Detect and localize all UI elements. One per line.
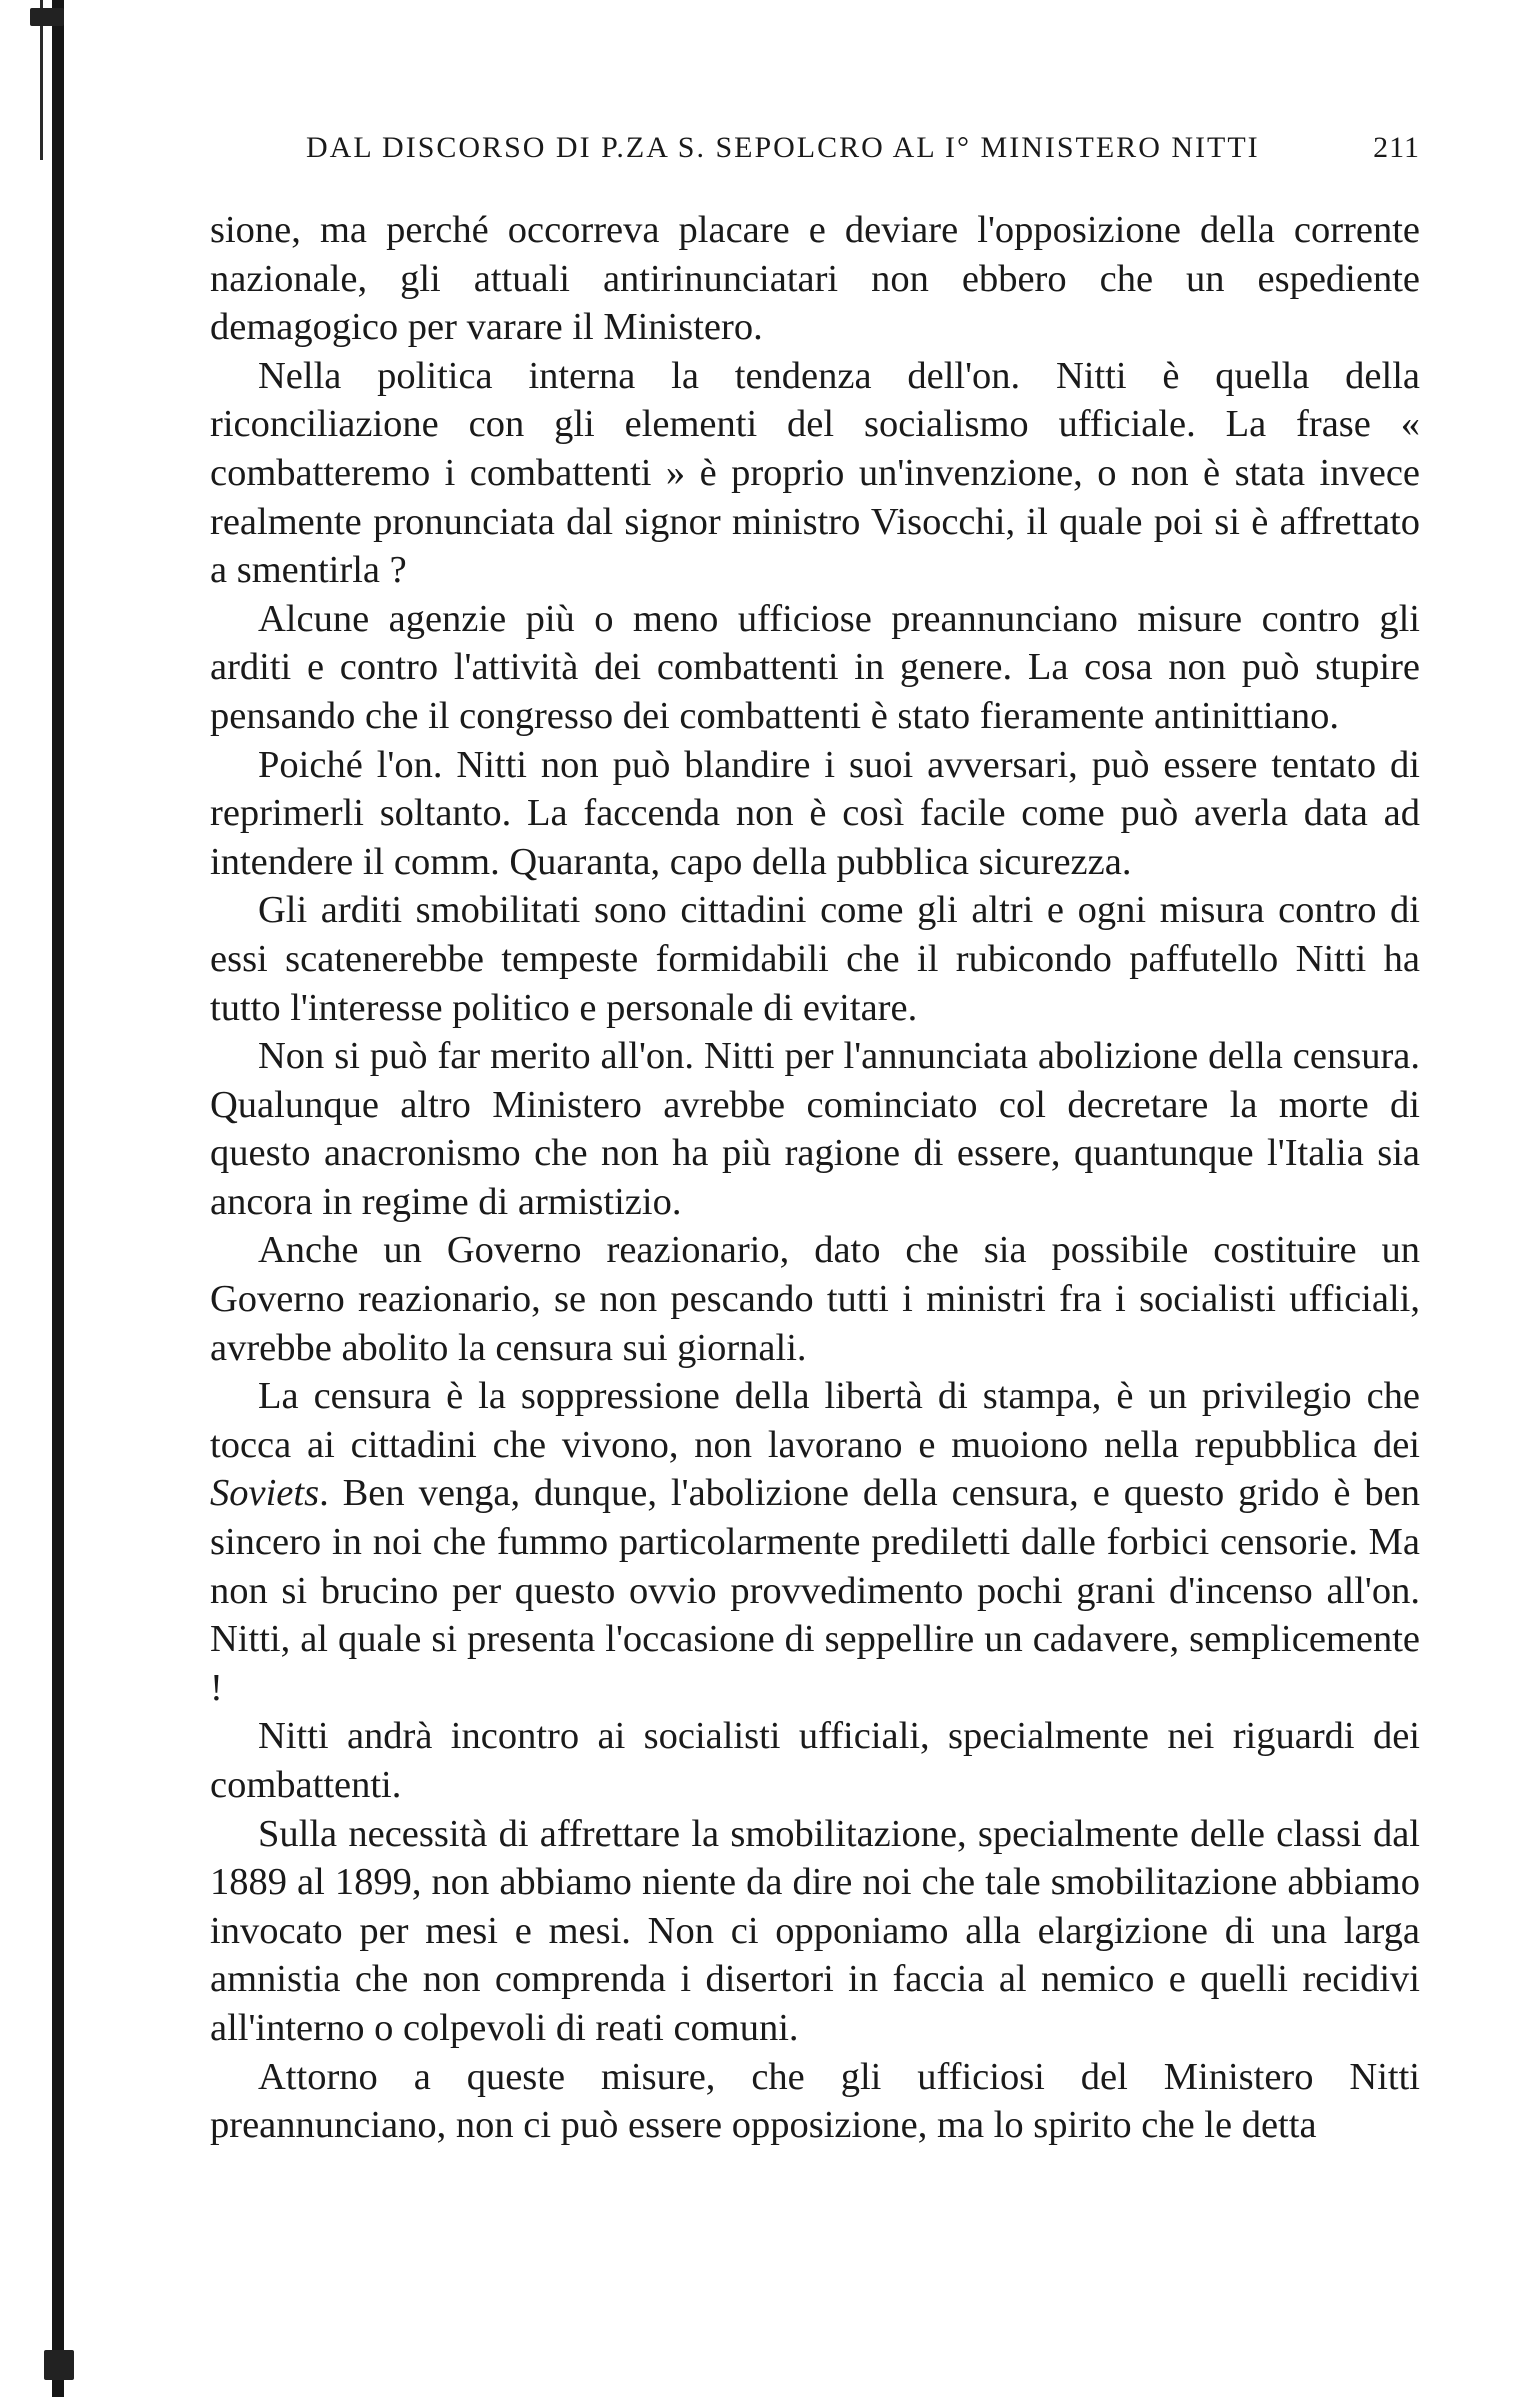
running-head (210, 118, 1420, 178)
paragraph-8-part-2: . Ben venga, dunque, l'abolizione della censura, e questo grido è ben sincero in noi che fummo particolarmente prediletti dalle forbici censorie. Ma non si brucino per questo ovvio provvedimento pochi grani d'incenso all'on. Nitti, al quale si presenta l'occasione di seppellire un cadavere, semplicemente ! (210, 1472, 1420, 1709)
page-number: 211 (1373, 131, 1420, 164)
book-spine-shadow (0, 0, 92, 2397)
spine-fleck-bottom (44, 2350, 74, 2380)
paragraph-8 (210, 1372, 1420, 1712)
paragraph-1: sione, ma perché occorreva placare e deviare l'opposizione della corrente nazionale, gli attuali antirinunciatari non ebbero che un espediente demagogico per varare il Ministero. (210, 209, 1420, 349)
paragraph-8-part-1: La censura è la soppressione della libertà di stampa, è un privilegio che tocca ai cittadini che vivono, non lavorano e muoiono nella repubblica dei (210, 1375, 1420, 1466)
spine-dark-edge (52, 0, 64, 2397)
paragraph-4: Poiché l'on. Nitti non può blandire i suoi avversari, può essere tentato di reprimerli soltanto. La faccenda non è così facile come può averla data ad intendere il comm. Quaranta, capo della pubblica sicurezza. (210, 743, 1420, 883)
paragraph-2: Nella politica interna la tendenza dell'on. Nitti è quella della riconciliazione con gli elementi del socialismo ufficiale. La frase « combatteremo i combattenti » è proprio un'invenzione, o non è stata invece realmente pronunciata dal signor ministro Visocchi, il quale poi si è affrettato a smentirla ? (210, 354, 1420, 592)
paragraph-3: Alcune agenzie più o meno ufficiose preannunciano misure contro gli arditi e contro l'attività dei combattenti in genere. La cosa non può stupire pensando che il congresso dei combattenti è stato fieramente antinittiano. (210, 597, 1420, 737)
body-text (210, 206, 1420, 2150)
paragraph-10: Sulla necessità di affrettare la smobilitazione, specialmente delle classi dal 1889 al 1899, non abbiamo niente da dire noi che tale smobilitazione abbiamo invocato per mesi e mesi. Non ci opponiamo alla elargizione di una larga amnistia che non comprenda i disertori in faccia al nemico e quelli recidivi all'interno o colpevoli di reati comuni. (210, 1812, 1420, 2049)
spine-fleck-top (30, 8, 64, 26)
book-page (210, 118, 1420, 2150)
paragraph-7: Anche un Governo reazionario, dato che sia possibile costituire un Governo reazionario, se non pescando tutti i ministri fra i socialisti ufficiali, avrebbe abolito la censura sui giornali. (210, 1229, 1420, 1369)
paragraph-9: Nitti andrà incontro ai socialisti ufficiali, specialmente nei riguardi dei combattenti. (210, 1715, 1420, 1806)
paragraph-11: Attorno a queste misure, che gli ufficiosi del Ministero Nitti preannunciano, non ci può essere opposizione, ma lo spirito che le detta (210, 2055, 1420, 2147)
paragraph-6: Non si può far merito all'on. Nitti per l'annunciata abolizione della censura. Qualunque altro Ministero avrebbe cominciato col decretare la morte di questo anacronismo che non ha più ragione di essere, quantunque l'Italia sia ancora in regime di armistizio. (210, 1035, 1420, 1223)
running-title: DAL DISCORSO DI P.ZA S. SEPOLCRO AL I° MINISTERO NITTI (306, 131, 1260, 164)
soviets-italic: Soviets (210, 1472, 320, 1515)
paragraph-5: Gli arditi smobilitati sono cittadini come gli altri e ogni misura contro di essi scatenerebbe tempeste formidabili che il rubicondo paffutello Nitti ha tutto l'interesse politico e personale di evitare. (210, 889, 1420, 1029)
